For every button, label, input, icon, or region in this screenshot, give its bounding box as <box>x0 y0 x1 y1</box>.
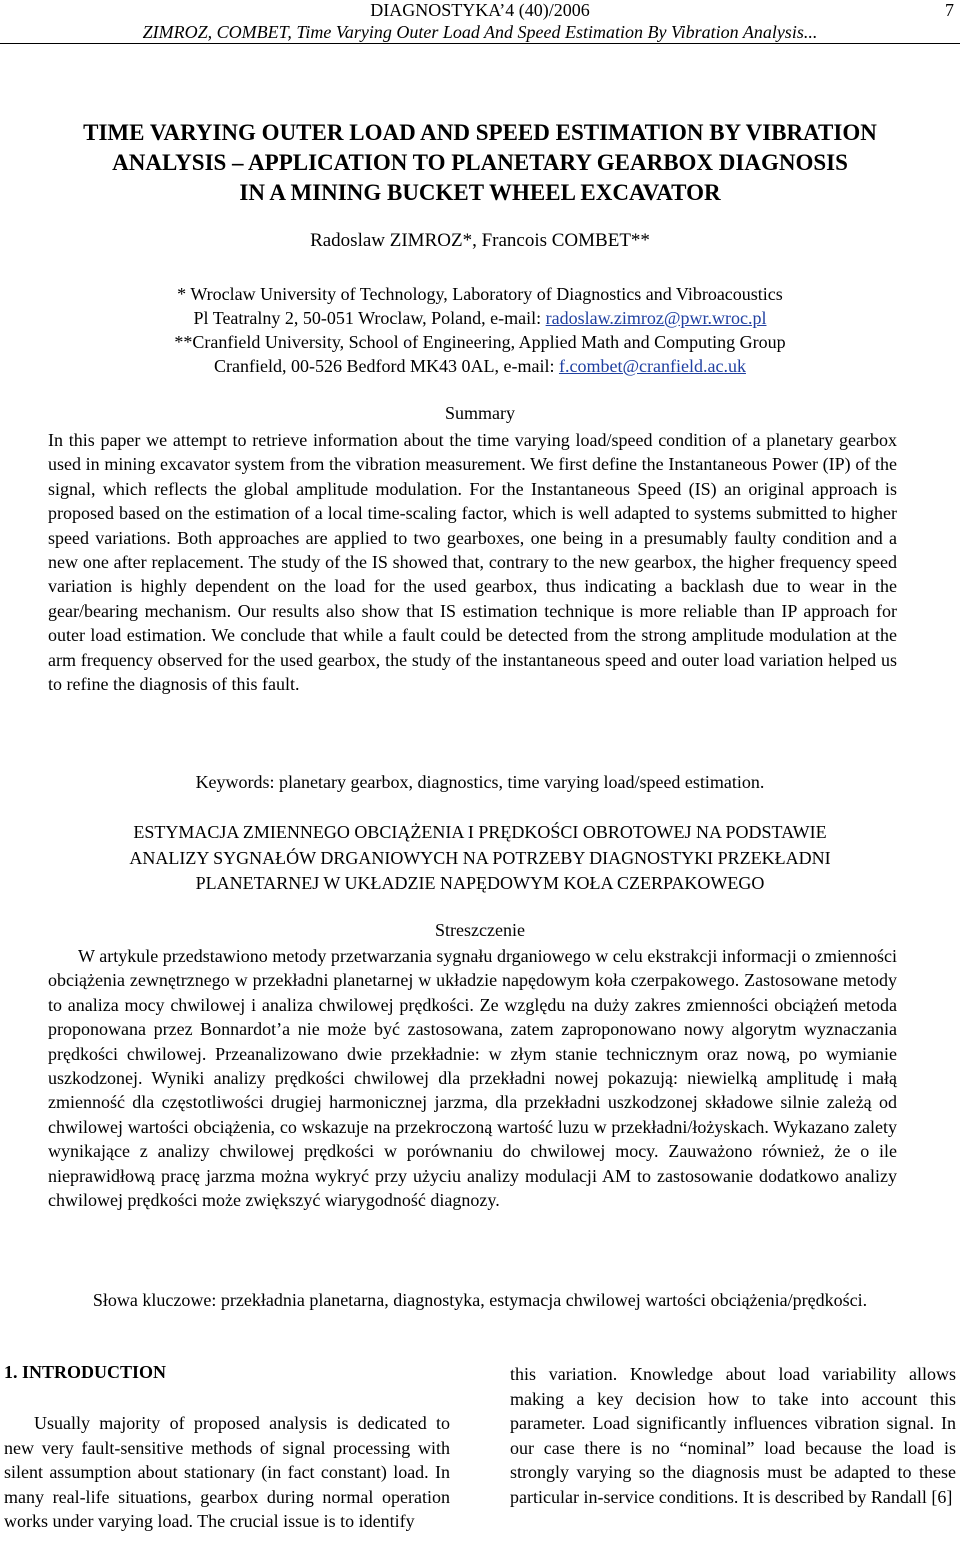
paper-title <box>0 118 960 208</box>
affiliation-line: Pl Teatralny 2, 50-051 Wroclaw, Poland, e-mail: radoslaw.zimroz@pwr.wroc.pl <box>193 308 767 328</box>
affiliation-line: * Wroclaw University of Technology, Laboratory of Diagnostics and Vibroacoustics <box>177 284 783 304</box>
streszczenie-text: W artykule przedstawiono metody przetwarzania sygnału drganiowego w celu ekstrakcji informacji o zmienności obciążenia zewnętrznego w przekładni planetarnej w układzie napędowym koła czerpakowego. Zastosowane metody to analiza mocy chwilowej i analiza chwilowej prędkości. Ze względu na duży zakres zmienności obciążeń metoda proponowana przez Bonnardot’a nie może być zastosowana, zatem zaproponowano nowy algorytm wyznaczania prędkości chwilowej. Przeanalizowano dwie przekładnie: w złym stanie technicznym oraz nową, po wymianie uszkodzonej. Wyniki analizy prędkości chwilowej dla przekładni nowej pokazują: niewielką amplitudę i małą zmienność dla częstotliwości drugiej harmonicznej jarzma, dla przekładni uszkodzonej składowe silnie zależą od chwilowej wartości obciążenia, co wskazuje na przekroczoną wartość luzu w przekładni/łożyskach. Wykazano zalety wynikające z analizy chwilowej prędkości w porównaniu do chwilowej mocy. Zauważono również, że o ile nieprawidłową pracę jarzma można wykryć przy użyciu analizy modulacji AM to zastosowanie dodatkowo analizy chwilowej prędkości może zwiększyć wiarygodność diagnozy. <box>48 946 897 1211</box>
journal-name: DIAGNOSTYKA’4 (40)/2006 <box>370 0 590 20</box>
intro-left-column: Usually majority of proposed analysis is dedicated to new very fault-sensitive methods of signal processing with silent assumption about stationary (in fact constant) load. In many real-life situations, gearbox during normal operation works under varying load. The crucial issue is to identify <box>4 1413 450 1532</box>
page-number: 7 <box>945 0 954 20</box>
streszczenie-heading: Streszczenie <box>435 920 525 940</box>
affiliations <box>0 282 960 378</box>
email-link-zimroz[interactable]: radoslaw.zimroz@pwr.wroc.pl <box>545 308 767 328</box>
section-heading-introduction: 1. INTRODUCTION <box>4 1362 167 1382</box>
summary-text: In this paper we attempt to retrieve information about the time varying load/speed condition of a planetary gearbox used in mining excavator system from the vibration measurement. We first define the Instantaneous Power (IP) of the signal, which reflects the global amplitude modulation. For the Instantaneous Speed (IS) an original approach is proposed based on the estimation of a local time-scaling factor, which is well adapted to systems submitted to higher speed variations. Both approaches are applied to two gearboxes, one being in a presumably faulty condition and a new one after replacement. The study of the IS showed that, contrary to the new gearbox, the higher frequency speed variation is highly dependent on the load for the used gearbox, thus indicating a backlash due to wear in the gear/bearing mechanism. Our results also show that IS estimation technique is more reliable than IP approach for outer load estimation. We conclude that while a fault could be detected from the strong amplitude modulation at the arm frequency observed for the used gearbox, the study of the instantaneous speed and outer load variation helped us to refine the diagnosis of this fault. <box>48 430 897 695</box>
polish-title-line: ANALIZY SYGNAŁÓW DRGANIOWYCH NA POTRZEBY DIAGNOSTYKI PRZEKŁADNI <box>129 847 831 868</box>
header-rule <box>0 43 960 44</box>
intro-right-column: this variation. Knowledge about load variability allows making a key decision how to take into account this parameter. Load significantly influences vibration signal. In our case there is no “nominal” load because the load is strongly varying so the diagnosis must be adapted to these particular in-service conditions. It is described by Randall [6] <box>510 1364 956 1507</box>
title-line: TIME VARYING OUTER LOAD AND SPEED ESTIMATION BY VIBRATION <box>83 120 877 145</box>
summary-heading: Summary <box>445 403 515 423</box>
polish-title-line: PLANETARNEJ W UKŁADZIE NAPĘDOWYM KOŁA CZERPAKOWEGO <box>195 873 765 893</box>
affiliation-line: **Cranfield University, School of Engineering, Applied Math and Computing Group <box>174 332 786 352</box>
polish-keywords: Słowa kluczowe: przekładnia planetarna, diagnostyka, estymacja chwilowej wartości obciążenia/prędkości. <box>92 1290 868 1310</box>
email-link-combet[interactable]: f.combet@cranfield.ac.uk <box>558 356 746 376</box>
polish-title-line: ESTYMACJA ZMIENNEGO OBCIĄŻENIA I PRĘDKOŚCI OBROTOWEJ NA PODSTAWIE <box>133 822 827 842</box>
title-line: ANALYSIS – APPLICATION TO PLANETARY GEARBOX DIAGNOSIS <box>112 150 848 175</box>
keywords: Keywords: planetary gearbox, diagnostics, time varying load/speed estimation. <box>195 772 765 792</box>
authors: Radoslaw ZIMROZ*, Francois COMBET** <box>310 230 650 251</box>
title-line: IN A MINING BUCKET WHEEL EXCAVATOR <box>239 180 721 205</box>
affiliation-line: Cranfield, 00-526 Bedford MK43 0AL, e-mail: f.combet@cranfield.ac.uk <box>214 356 746 376</box>
polish-title <box>0 820 960 897</box>
running-title: ZIMROZ, COMBET, Time Varying Outer Load And Speed Estimation By Vibration Analysis... <box>142 22 818 42</box>
